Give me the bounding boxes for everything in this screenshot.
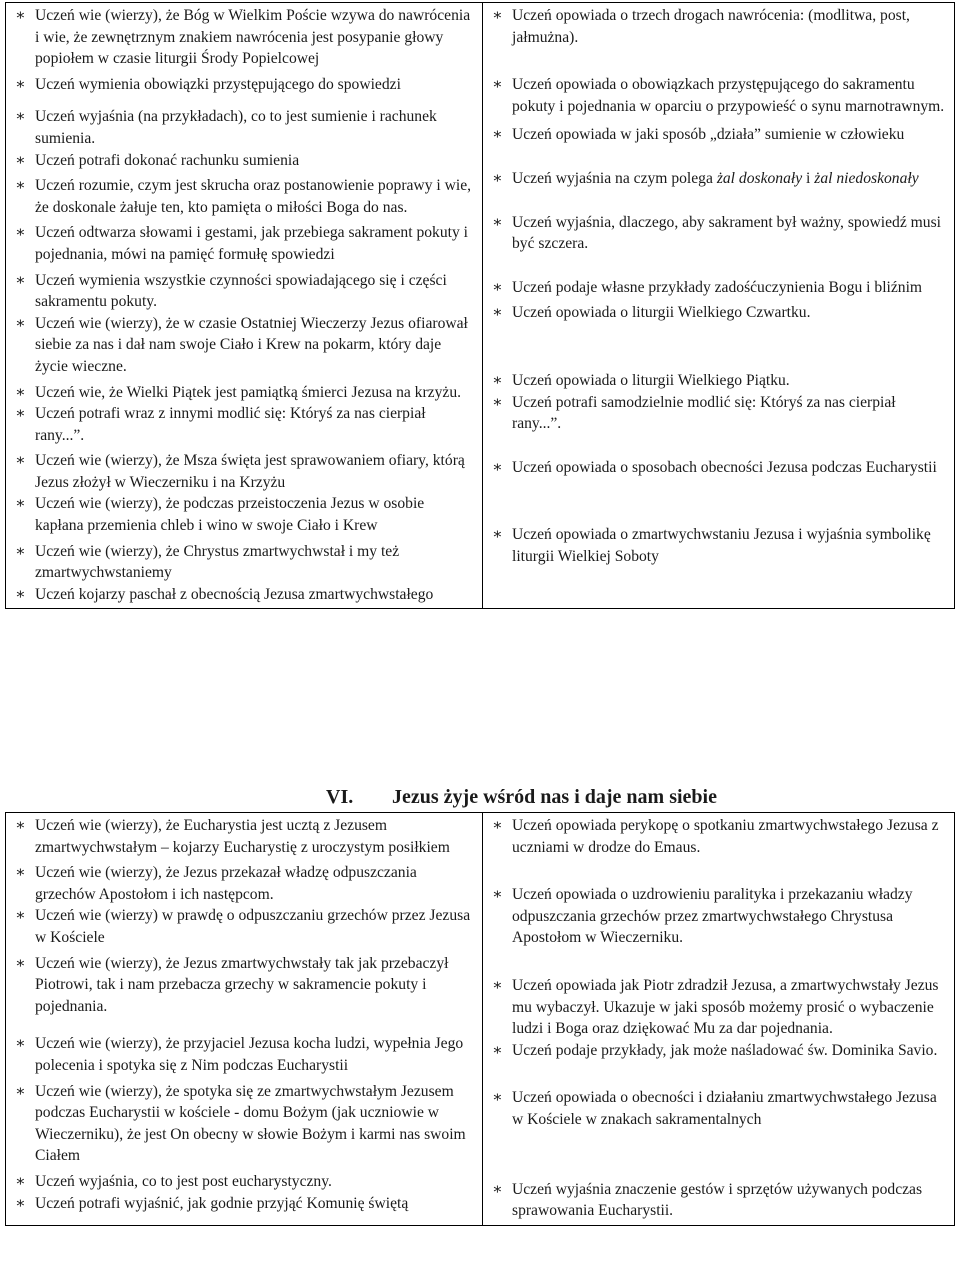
list-item: ∗ Uczeń wie, że Wielki Piątek jest pamiątką śmierci Jezusa na krzyżu. bbox=[10, 382, 476, 404]
list-item: ∗ Uczeń wie (wierzy), że Jezus zmartwychwstały tak jak przebaczył Piotrowi, tak i nam przebacza grzechy w sakramencie pokuty i pojednania. bbox=[10, 953, 476, 1018]
list-item: ∗ Uczeń wie (wierzy), że w czasie Ostatniej Wieczerzy Jezus ofiarował siebie za nas i dał nam swoje Ciało i Krew na pokarm, który daje życie wieczne. bbox=[10, 313, 476, 378]
item-text: i bbox=[802, 169, 815, 187]
list-item: ∗ Uczeń wie (wierzy), że przyjaciel Jezusa kocha ludzi, wypełnia Jego polecenia i spotyka się z Nim podczas Eucharystii bbox=[10, 1033, 476, 1076]
list-item bbox=[487, 168, 948, 190]
requirements-extended-cell bbox=[483, 813, 955, 1226]
list-item: ∗ Uczeń opowiada o liturgii Wielkiego Piątku. bbox=[487, 370, 948, 392]
requirements-extended-cell bbox=[483, 3, 955, 609]
table-row bbox=[6, 813, 955, 1226]
list-item: ∗ Uczeń potrafi wraz z innymi modlić się: Któryś za nas cierpiał rany...”. bbox=[10, 403, 476, 446]
list-item: ∗ Uczeń wie (wierzy), że Msza święta jest sprawowaniem ofiary, którą Jezus złożył w Wieczerniku i na Krzyżu bbox=[10, 450, 476, 493]
table-row bbox=[6, 3, 955, 609]
list-item: ∗ Uczeń wie (wierzy), że Chrystus zmartwychwstał i my też zmartwychwstaniemy bbox=[10, 541, 476, 584]
requirements-basic-cell bbox=[6, 813, 483, 1226]
list-item: ∗ Uczeń opowiada o zmartwychwstaniu Jezusa i wyjaśnia symbolikę liturgii Wielkiej Soboty bbox=[487, 524, 948, 567]
list-item: ∗ Uczeń opowiada o sposobach obecności Jezusa podczas Eucharystii bbox=[487, 457, 948, 479]
list-item: ∗ Uczeń podaje własne przykłady zadośćuczynienia Bogu i bliźnim bbox=[487, 277, 948, 299]
list-item: ∗ Uczeń wymienia obowiązki przystępującego do spowiedzi bbox=[10, 74, 476, 96]
list-item: ∗ Uczeń wyjaśnia, dlaczego, aby sakrament był ważny, spowiedź musi być szczera. bbox=[487, 212, 948, 255]
list-item: ∗ Uczeń odtwarza słowami i gestami, jak przebiega sakrament pokuty i pojednania, mówi na pamięć formułę spowiedzi bbox=[10, 222, 476, 265]
list-item: ∗ Uczeń opowiada perykopę o spotkaniu zmartwychwstałego Jezusa z uczniami w drodze do Emaus. bbox=[487, 815, 948, 858]
emphasis-text: żal niedoskonały bbox=[814, 169, 919, 187]
curriculum-table-1 bbox=[5, 2, 955, 609]
section-title: Jezus żyje wśród nas i daje nam siebie bbox=[392, 786, 717, 808]
list-item: ∗ Uczeń podaje przykłady, jak może naśladować św. Dominika Savio. bbox=[487, 1040, 948, 1062]
list-item: ∗ Uczeń opowiada w jaki sposób „działa” sumienie w człowieku bbox=[487, 124, 948, 146]
list-item: ∗ Uczeń wyjaśnia, co to jest post eucharystyczny. bbox=[10, 1171, 476, 1193]
list-item: ∗ Uczeń wie (wierzy), że podczas przeistoczenia Jezus w osobie kapłana przemienia chleb i wino w swoje Ciało i Krew bbox=[10, 493, 476, 536]
curriculum-table-2 bbox=[5, 812, 955, 1226]
list-item: ∗ Uczeń opowiada o trzech drogach nawrócenia: (modlitwa, post, jałmużna). bbox=[487, 5, 948, 48]
list-item: ∗ Uczeń opowiada o liturgii Wielkiego Czwartku. bbox=[487, 302, 948, 324]
list-item: ∗ Uczeń wyjaśnia znaczenie gestów i sprzętów używanych podczas sprawowania Eucharystii. bbox=[487, 1179, 948, 1222]
section-heading bbox=[326, 784, 717, 810]
list-item: ∗ Uczeń kojarzy paschał z obecnością Jezusa zmartwychwstałego bbox=[10, 584, 476, 606]
list-item: ∗ Uczeń rozumie, czym jest skrucha oraz postanowienie poprawy i wie, że doskonale żałuje ten, kto pamięta o miłości Boga do nas. bbox=[10, 175, 476, 218]
list-item: ∗ Uczeń potrafi wyjaśnić, jak godnie przyjąć Komunię świętą bbox=[10, 1193, 476, 1215]
list-item: ∗ Uczeń opowiada jak Piotr zdradził Jezusa, a zmartwychwstały Jezus mu wybaczył. Ukazuje w jaki sposób możemy prosić o wybaczenie ludzi i Boga oraz dziękować Mu za dar pojednania. bbox=[487, 975, 948, 1040]
list-item: ∗ Uczeń wyjaśnia (na przykładach), co to jest sumienie i rachunek sumienia. bbox=[10, 106, 476, 149]
list-item: ∗ Uczeń wie (wierzy), że spotyka się ze zmartwychwstałym Jezusem podczas Eucharystii w kościele - domu Bożym (jak uczniowie w Wieczerniku), że jest On obecny w słowie Bożym i karmi nas swoim Ciałem bbox=[10, 1081, 476, 1167]
list-item: ∗ Uczeń potrafi samodzielnie modlić się: Któryś za nas cierpiał rany...”. bbox=[487, 392, 948, 435]
emphasis-text: żal doskonały bbox=[716, 169, 803, 187]
list-item: ∗ Uczeń wie (wierzy), że Bóg w Wielkim Poście wzywa do nawrócenia i wie, że zewnętrznym znakiem nawrócenia jest posypanie głowy popiołem w czasie liturgii Środy Popielcowej bbox=[10, 5, 476, 70]
list-item: ∗ Uczeń wie (wierzy) w prawdę o odpuszczaniu grzechów przez Jezusa w Kościele bbox=[10, 905, 476, 948]
list-item: ∗ Uczeń wie (wierzy), że Jezus przekazał władzę odpuszczania grzechów Apostołom i ich następcom. bbox=[10, 862, 476, 905]
list-item: ∗ Uczeń opowiada o obecności i działaniu zmartwychwstałego Jezusa w Kościele w znakach sakramentalnych bbox=[487, 1087, 948, 1130]
item-text: Uczeń wyjaśnia na czym polega bbox=[512, 169, 717, 187]
requirements-basic-cell bbox=[6, 3, 483, 609]
list-item: ∗ Uczeń opowiada o obowiązkach przystępującego do sakramentu pokuty i pojednania w oparciu o przypowieść o synu marnotrawnym. bbox=[487, 74, 948, 117]
list-item: ∗ Uczeń wymienia wszystkie czynności spowiadającego się i części sakramentu pokuty. bbox=[10, 270, 476, 313]
list-item: ∗ Uczeń opowiada o uzdrowieniu paralityka i przekazaniu władzy odpuszczania grzechów przez zmartwychwstałego Chrystusa Apostołom w Wieczerniku. bbox=[487, 884, 948, 949]
section-number: VI. bbox=[326, 786, 354, 808]
list-item: ∗ Uczeń wie (wierzy), że Eucharystia jest ucztą z Jezusem zmartwychwstałym – kojarzy Eucharystię z uroczystym posiłkiem bbox=[10, 815, 476, 858]
list-item: ∗ Uczeń potrafi dokonać rachunku sumienia bbox=[10, 150, 476, 172]
